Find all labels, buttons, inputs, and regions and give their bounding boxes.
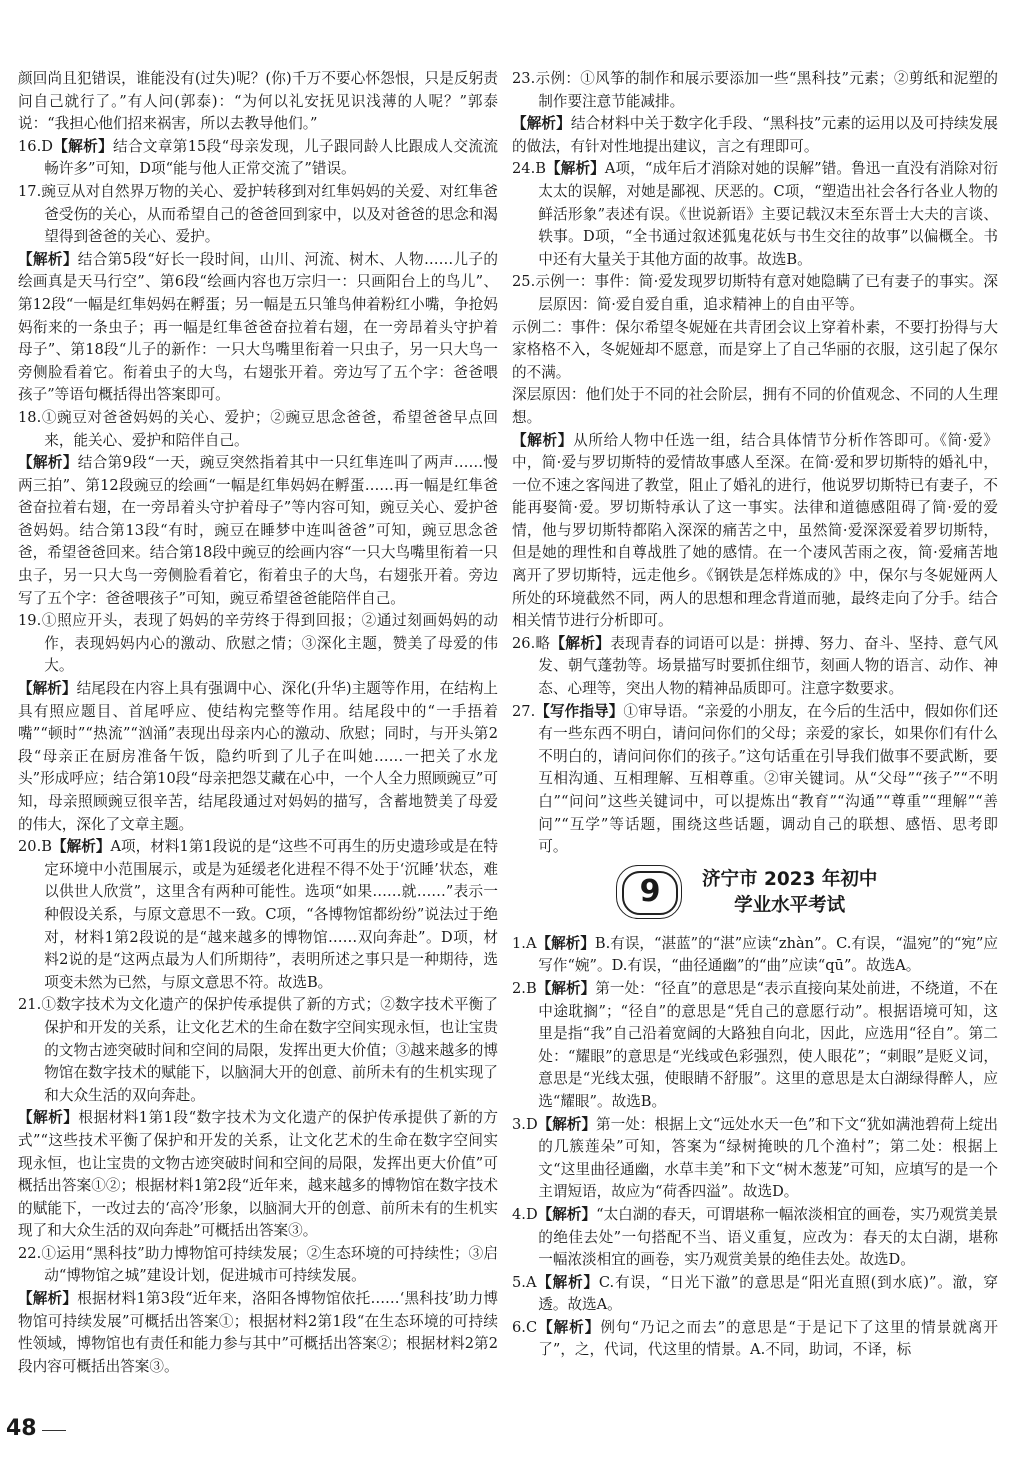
question-number: 3. bbox=[512, 1115, 526, 1133]
answer-text: 示例二：事件：保尔希望冬妮娅在共青团会议上穿着朴素，不要打扮得与大家格格不入，冬妮娅却不愿意，而是穿上了自己华丽的衣服，这引起了保尔的不满。 bbox=[512, 318, 998, 381]
exam-title-line2: 学业水平考试 bbox=[734, 894, 846, 916]
answer-item bbox=[512, 430, 998, 633]
answer-text: D bbox=[41, 137, 53, 155]
question-number: 22. bbox=[18, 1244, 42, 1262]
paragraph: 颜回尚且犯错误，谁能没有(过失)呢？(你)千万不要心怀怨恨，只是反躬责问自己就行了。”有人问(郭泰)：“为何以礼安抚见识浅薄的人呢？”郭泰说：“我担心他们招来祸害，所以去教导他们。” bbox=[18, 70, 498, 133]
answer-item bbox=[512, 1204, 998, 1272]
analysis-text: ①审导语。“亲爱的小朋友，在今后的生活中，假如你们还有一些东西不明白，请问问你们的父母；亲爱的家长，如果你们有什么不明白的，请问问你们的孩子。”这句话重在引导我们做事不要武断，要互相沟通、互相理解、互相尊重。②审关键词。从“父母”“孩子”“不明白”“问问”这些关键词中，可以提炼出“教育”“沟通”“尊重”“理解”“善问”“互学”等话题，围绕这些话题，调动自己的联想、感悟、思考即可。 bbox=[538, 702, 998, 856]
analysis-text: A项，材料1第1段说的是“这些不可再生的历史遗珍或是在特定环境中小范围展示，或是为延缓老化进程不得不处于‘沉睡’状态，难以供世人欣赏”，这里含有两种可能性。选项“如果……就……”表示一种假设关系，与原文意思不一致。C项，“各博物馆都纷纷”说法过于绝对，材料1第2段说的是“越来越多的博物馆……双向奔赴”。D项，材料2说的是“这两点最为人们所期待”，表明所述之事只是一种期待，选项变未然为已然，与原文意思不符。故选B。 bbox=[44, 838, 498, 991]
question-number: 18. bbox=[18, 408, 42, 426]
answer-text: B bbox=[535, 160, 546, 178]
answer-item bbox=[512, 384, 998, 429]
analysis-text: 第一处：根据上文“远处水天一色”和下文“犹如满池碧荷上绽出的几簇莲朵”可知，答案为“绿树掩映的几个渔村”；第二处：根据上文“这里曲径通幽，水草丰美”和下文“树木葱茏”可知，应填写的是一个主谓短语，故应为“荷香四溢”。故选D。 bbox=[538, 1115, 998, 1201]
right-column-bottom bbox=[512, 933, 998, 1362]
answer-item bbox=[18, 610, 498, 678]
exam-header bbox=[512, 865, 998, 927]
answer-item bbox=[18, 452, 498, 610]
question-number: 19. bbox=[18, 612, 42, 630]
analysis-text: A项，“成年后才消除对她的误解”错。鲁迅一直没有消除对衍太太的误解，对她是鄙视、厌恶的。C项，“塑造出社会各行各业人物的鲜活形象”表述有误。《世说新语》主要记载汉末至东晋士大夫的言谈、轶事。D项，“全书通过叙述狐鬼花妖与书生交往的故事”以偏概全。书中还有大量关于其他方面的故事。故选B。 bbox=[538, 160, 998, 268]
page-number-rule bbox=[42, 1430, 66, 1432]
answer-item bbox=[512, 271, 998, 316]
answer-item bbox=[18, 1288, 498, 1378]
answer-item bbox=[512, 158, 998, 271]
right-column-top bbox=[512, 68, 998, 859]
analysis-text: 从所给人物中任选一组，结合具体情节分析作答即可。《简·爱》中，简·爱与罗切斯特的爱情故事感人至深。在简·爱和罗切斯特的婚礼中，一位不速之客闯进了教堂，阻止了婚礼的进行，他说罗切斯特已有妻子，不能再娶简·爱。罗切斯特承认了这一事实。法律和道德感阻碍了简·爱的爱情，他与罗切斯特都陷入深深的痛苦之中，虽然简·爱深深爱着罗切斯特，但是她的理性和自尊战胜了她的感情。在一个凄风苦雨之夜，简·爱痛苦地离开了罗切斯特，远走他乡。《钢铁是怎样炼成的》中，保尔与冬妮娅两人所处的环境截然不同，两人的思想和理念背道而驰，最终走向了分手。结合相关情节进行分析即可。 bbox=[512, 431, 998, 630]
answer-item bbox=[512, 68, 998, 113]
answer-item bbox=[512, 933, 998, 978]
answer-text: A bbox=[525, 1273, 537, 1291]
analysis-text: 结合文章第15段“母亲发现，儿子跟同龄人比跟成人交流流畅许多”可知，D项“能与他人正常交流了”错误。 bbox=[44, 137, 498, 178]
answer-item bbox=[512, 113, 998, 158]
question-number: 26. bbox=[512, 634, 536, 652]
question-number: 4. bbox=[512, 1205, 526, 1223]
answer-item bbox=[512, 978, 998, 1114]
analysis-tag: 【解析】 bbox=[18, 1290, 78, 1308]
answer-text: ①照应开头，表现了妈妈的辛劳终于得到回报；②通过刻画妈妈的动作，表现妈妈内心的激动、欣慰之情；③深化主题，赞美了母爱的伟大。 bbox=[41, 612, 498, 675]
answer-text: B bbox=[525, 979, 537, 997]
answer-text: 深层原因：他们处于不同的社会阶层，拥有不同的价值观念、不同的人生理想。 bbox=[512, 386, 998, 426]
question-number: 16. bbox=[18, 137, 42, 155]
exam-number-badge: 9 bbox=[622, 871, 678, 915]
answer-item bbox=[18, 136, 498, 181]
answer-text: C bbox=[525, 1318, 538, 1336]
analysis-text: 结合第9段“一天，豌豆突然指着其中一只红隼连叫了两声……慢两三拍”、第12段豌豆的绘画“一幅是红隼妈妈在孵蛋……再一幅是红隼爸爸奋拉着右翅，在一旁昂着头守护着母子”等内容可知，豌豆关心、爱护爸爸妈妈。结合第13段“有时，豌豆在睡梦中连叫爸爸”可知，豌豆思念爸爸，希望爸爸回来。结合第18段中豌豆的绘画内容“一只大鸟嘴里衔着一只虫子，另一只大鸟一旁侧脸看着它，衔着虫子的大鸟，右翅张开着。旁边写了五个字：爸爸喂孩子”可知，豌豆希望爸爸能陪伴自己。 bbox=[18, 454, 498, 607]
analysis-text: 例句“乃记之而去”的意思是“于是记下了这里的情景就离开了”，之，代词，代这里的情景。A.不同，助词，不译，标 bbox=[538, 1318, 998, 1359]
question-number: 23. bbox=[512, 70, 536, 87]
analysis-tag: 【解析】 bbox=[18, 680, 77, 698]
analysis-tag: 【解析】 bbox=[536, 979, 596, 997]
answer-text: D bbox=[525, 1205, 538, 1223]
analysis-text: 结合材料中关于数字化手段、“黑科技”元素的运用以及可持续发展的做法，有针对性地提出建议，言之有理即可。 bbox=[512, 115, 998, 155]
answer-text: 示例一：事件：简·爱发现罗切斯特有意对她隐瞒了已有妻子的事实。深层原因：简·爱自爱自重，追求精神上的自由平等。 bbox=[535, 273, 998, 313]
analysis-tag: 【解析】 bbox=[545, 160, 605, 178]
answer-text: 示例：①风筝的制作和展示要添加一些“黑科技”元素；②剪纸和泥塑的制作要注意节能减排。 bbox=[535, 70, 998, 110]
analysis-text: 结合第5段“好长一段时间，山川、河流、树木、人物……儿子的绘画真是天马行空”、第6段“绘画内容也万宗归一：只画阳台上的鸟儿”、第12段“一幅是红隼妈妈在孵蛋；另一幅是五只雏鸟伸着粉红小嘴，争抢妈妈衔来的一条虫子；再一幅是红隼爸爸奋拉着右翅，在一旁昂着头守护着母子”、第18段“儿子的新作：一只大鸟嘴里衔着一只虫子，另一只大鸟一旁侧脸看着它。衔着虫子的大鸟，右翅张开着。旁边写了五个字：爸爸喂孩子”等语句概括得出答案即可。 bbox=[18, 250, 498, 404]
analysis-tag: 【解析】 bbox=[512, 431, 574, 449]
answer-item bbox=[512, 1272, 998, 1317]
answer-item bbox=[512, 1317, 998, 1362]
answer-text: D bbox=[525, 1115, 538, 1133]
analysis-tag: 【解析】 bbox=[537, 1205, 597, 1223]
question-number: 25. bbox=[512, 273, 536, 291]
left-column bbox=[18, 68, 498, 1378]
question-number: 1. bbox=[512, 934, 526, 952]
right-column bbox=[512, 68, 998, 1362]
analysis-tag: 【解析】 bbox=[18, 250, 78, 268]
analysis-text: 结尾段在内容上具有强调中心、深化(升华)主题等作用，在结构上具有照应题目、首尾呼应、使结构完整等作用。结尾段中的“一手捂着嘴”“顿时”“热流”“汹涌”表现出母亲内心的激动、欣慰；同时，与开头第2段“母亲正在厨房准备午饭，隐约听到了儿子在叫她……一把关了水龙头”形成呼应；结合第10段“母亲把怨艾藏在心中，一个人全力照顾豌豆”可知，母亲照顾豌豆很辛苦，结尾段通过对妈妈的描写，含蓄地赞美了母爱的伟大，深化了文章主题。 bbox=[18, 680, 498, 833]
question-number: 5. bbox=[512, 1273, 526, 1291]
question-number: 24. bbox=[512, 160, 536, 178]
answer-item bbox=[18, 836, 498, 994]
analysis-text: 表现青春的词语可以是：拼搏、努力、奋斗、坚持、意气风发、朝气蓬勃等。场景描写时要抓住细节，刻画人物的语言、动作、神态、心理等，突出人物的精神品质即可。注意字数要求。 bbox=[538, 634, 998, 698]
exam-title bbox=[702, 867, 877, 919]
answer-item bbox=[18, 181, 498, 249]
exam-title-line1: 济宁市 2023 年初中 bbox=[702, 868, 878, 890]
analysis-tag: 【解析】 bbox=[512, 115, 571, 133]
question-number: 20. bbox=[18, 838, 42, 856]
answer-text: ①数字技术为文化遗产的保护传承提供了新的方式；②数字技术平衡了保护和开发的关系，让文化艺术的生命在数字空间实现永恒，也让宝贵的文物古迹突破时间和空间的局限，发挥出更大价值；③越来越多的博物馆在数字技术的赋能下，以脑洞大开的创意、前所未有的生机实现了和大众生活的双向奔赴。 bbox=[41, 996, 498, 1104]
analysis-tag: 【解析】 bbox=[52, 137, 114, 155]
analysis-tag: 【解析】 bbox=[550, 634, 611, 652]
answer-item bbox=[18, 678, 498, 836]
answer-item bbox=[18, 1243, 498, 1288]
answer-item bbox=[18, 994, 498, 1107]
question-number: 27. bbox=[512, 702, 536, 720]
analysis-text: “太白湖的春天，可谓堪称一幅浓淡相宜的画卷，实乃观赏美景的绝佳去处”一句搭配不当、语义重复，应改为：春天的太白湖，堪称一幅浓淡相宜的画卷，实乃观赏美景的绝佳去处。故选D。 bbox=[538, 1205, 998, 1269]
answer-item bbox=[512, 1114, 998, 1204]
analysis-text: 根据材料1第3段“近年来，洛阳各博物馆依托……‘黑科技’助力博物馆可持续发展”可概括出答案①；根据材料2第1段“在生态环境的可持续性领域，博物馆也有责任和能力参与其中”可概括出答案②；根据材料2第2段内容可概括出答案③。 bbox=[18, 1290, 498, 1375]
analysis-tag: 【解析】 bbox=[536, 934, 595, 952]
answer-text: ①运用“黑科技”助力博物馆可持续发展；②生态环境的可持续性；③启动“博物馆之城”建设计划，促进城市可持续发展。 bbox=[41, 1244, 498, 1285]
question-number: 2. bbox=[512, 979, 526, 997]
answer-text: 豌豆从对自然界万物的关心、爱护转移到对红隼妈妈的关爱、对红隼爸爸受伤的关心，从而希望自己的爸爸回到家中，以及对爸爸的思念和渴望得到爸爸的关心、爱护。 bbox=[41, 182, 498, 246]
answer-text: 略 bbox=[535, 634, 551, 652]
answer-item bbox=[18, 249, 498, 407]
analysis-tag: 【解析】 bbox=[537, 1115, 597, 1133]
analysis-tag: 【解析】 bbox=[18, 454, 78, 472]
answer-item bbox=[512, 701, 998, 859]
page-number: 48 bbox=[6, 1416, 37, 1441]
answer-text: A bbox=[525, 934, 537, 952]
answer-text: ①豌豆对爸爸妈妈的关心、爱护；②豌豆思念爸爸，希望爸爸早点回来，能关心、爱护和陪伴自己。 bbox=[41, 408, 498, 449]
analysis-text: 第一处：“径直”的意思是“表示直接向某处前进，不绕道，不在中途耽搁”；“径自”的意思是“凭自己的意愿行动”。根据语境可知，这里是指“我”自己沿着宽阔的大路独自向北，因此，应选用“径自”。第二处：“耀眼”的意思是“光线或色彩强烈，使人眼花”；“刺眼”是贬义词，意思是“光线太强，使眼睛不舒服”。这里的意思是太白湖绿得醉人，应选“耀眼”。故选B。 bbox=[538, 979, 998, 1110]
answer-item bbox=[18, 1107, 498, 1243]
analysis-tag: 【解析】 bbox=[18, 1109, 79, 1127]
answer-item bbox=[512, 633, 998, 701]
question-number: 6. bbox=[512, 1318, 526, 1336]
analysis-tag: 【解析】 bbox=[51, 838, 111, 856]
question-number: 17. bbox=[18, 182, 42, 200]
answer-item bbox=[18, 407, 498, 452]
question-number: 21. bbox=[18, 996, 42, 1014]
analysis-tag: 【写作指导】 bbox=[535, 702, 624, 720]
answer-item bbox=[512, 317, 998, 385]
analysis-text: C.有误，“日光下澈”的意思是“阳光直照(到水底)”。澈，穿透。故选A。 bbox=[538, 1273, 998, 1314]
answer-text: B bbox=[41, 838, 52, 856]
analysis-text: B.有误，“湛蓝”的“湛”应读“zhàn”。C.有误，“温宛”的“宛”应写作“婉”。D.有误，“曲径通幽”的“曲”应读“qū”。故选A。 bbox=[538, 934, 999, 975]
analysis-tag: 【解析】 bbox=[537, 1318, 601, 1336]
analysis-text: 根据材料1第1段“数字技术为文化遗产的保护传承提供了新的方式”“这些技术平衡了保护和开发的关系，让文化艺术的生命在数字空间实现永恒，也让宝贵的文物古迹突破时间和空间的局限，发挥出更大价值”可概括出答案①②；根据材料1第2段“近年来，越来越多的博物馆在数字技术的赋能下，一改过去的‘高冷’形象，以脑洞大开的创意、前所未有的生机实现了和大众生活的双向奔赴”可概括出答案③。 bbox=[18, 1109, 498, 1240]
analysis-tag: 【解析】 bbox=[536, 1273, 599, 1291]
